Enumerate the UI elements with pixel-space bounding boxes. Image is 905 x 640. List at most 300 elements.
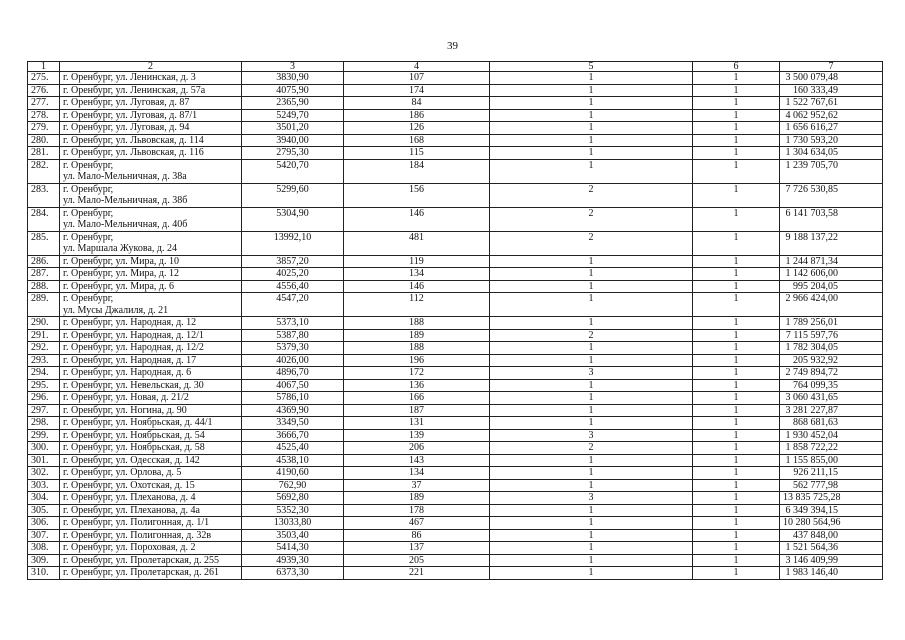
cost-cell: 764 099,35 xyxy=(780,379,883,392)
address-line: г. Оренбург, ул. Плеханова, д. 4а xyxy=(63,504,200,516)
area-cell: 4190,60 xyxy=(242,467,344,480)
residents-cell: 189 xyxy=(344,492,490,505)
floors-cell: 1 xyxy=(490,109,693,122)
row-number: 301. xyxy=(28,454,60,467)
table-row xyxy=(28,268,883,281)
area-cell: 4556,40 xyxy=(242,280,344,293)
entrances-cell: 1 xyxy=(693,517,780,530)
entrances-cell: 1 xyxy=(693,122,780,135)
floors-cell: 1 xyxy=(490,467,693,480)
address-cell xyxy=(60,134,242,147)
area-cell: 4067,50 xyxy=(242,379,344,392)
table-row xyxy=(28,454,883,467)
address-line: г. Оренбург, ул. Полигонная, д. 32в xyxy=(63,529,212,541)
floors-cell: 2 xyxy=(490,231,693,255)
entrances-cell: 1 xyxy=(693,159,780,183)
row-number: 306. xyxy=(28,517,60,530)
table-row xyxy=(28,329,883,342)
cost-cell: 1 858 722,22 xyxy=(780,442,883,455)
table-row xyxy=(28,317,883,330)
residents-cell: 174 xyxy=(344,84,490,97)
area-cell: 13033,80 xyxy=(242,517,344,530)
cost-cell: 1 522 767,61 xyxy=(780,97,883,110)
floors-cell: 1 xyxy=(490,529,693,542)
row-number: 291. xyxy=(28,329,60,342)
entrances-cell: 1 xyxy=(693,554,780,567)
entrances-cell: 1 xyxy=(693,392,780,405)
area-cell: 5304,90 xyxy=(242,207,344,231)
table-row xyxy=(28,554,883,567)
address-cell xyxy=(60,354,242,367)
floors-cell: 1 xyxy=(490,147,693,160)
residents-cell: 188 xyxy=(344,342,490,355)
row-number: 304. xyxy=(28,492,60,505)
residents-cell: 168 xyxy=(344,134,490,147)
address-line: г. Оренбург, ул. Невельская, д. 30 xyxy=(63,379,204,391)
residents-cell: 146 xyxy=(344,207,490,231)
address-line: г. Оренбург, ул. Пролетарская, д. 261 xyxy=(63,567,219,578)
cost-cell: 1 782 304,05 xyxy=(780,342,883,355)
cost-cell: 9 188 137,22 xyxy=(780,231,883,255)
cost-cell: 3 060 431,65 xyxy=(780,392,883,405)
row-number: 277. xyxy=(28,97,60,110)
column-header: 6 xyxy=(693,62,780,72)
table-row xyxy=(28,467,883,480)
row-number: 281. xyxy=(28,147,60,160)
address-cell xyxy=(60,268,242,281)
cost-cell: 205 932,92 xyxy=(780,354,883,367)
row-number: 275. xyxy=(28,72,60,85)
area-cell: 3830,90 xyxy=(242,72,344,85)
row-number: 309. xyxy=(28,554,60,567)
floors-cell: 1 xyxy=(490,97,693,110)
row-number: 296. xyxy=(28,392,60,405)
address-cell xyxy=(60,207,242,231)
entrances-cell: 1 xyxy=(693,442,780,455)
row-number: 310. xyxy=(28,567,60,580)
entrances-cell: 1 xyxy=(693,354,780,367)
address-cell xyxy=(60,97,242,110)
floors-cell: 1 xyxy=(490,122,693,135)
cost-cell: 1 521 564,36 xyxy=(780,542,883,555)
entrances-cell: 1 xyxy=(693,567,780,580)
row-number: 283. xyxy=(28,183,60,207)
floors-cell: 1 xyxy=(490,517,693,530)
address-line: г. Оренбург, ул. Мира, д. 10 xyxy=(63,255,179,267)
area-cell: 4026,00 xyxy=(242,354,344,367)
cost-cell: 3 281 227,87 xyxy=(780,404,883,417)
area-cell: 4547,20 xyxy=(242,293,344,317)
table-row xyxy=(28,517,883,530)
table-row xyxy=(28,342,883,355)
table-row xyxy=(28,392,883,405)
cost-cell: 1 244 871,34 xyxy=(780,255,883,268)
cost-cell: 1 930 452,04 xyxy=(780,429,883,442)
residents-cell: 134 xyxy=(344,467,490,480)
entrances-cell: 1 xyxy=(693,72,780,85)
residents-cell: 37 xyxy=(344,479,490,492)
address-cell xyxy=(60,342,242,355)
address-line: г. Оренбург, ул. Народная, д. 12/1 xyxy=(63,329,204,341)
address-cell xyxy=(60,255,242,268)
table-row xyxy=(28,492,883,505)
residents-cell: 126 xyxy=(344,122,490,135)
area-cell: 3666,70 xyxy=(242,429,344,442)
cost-cell: 13 835 725,28 xyxy=(780,492,883,505)
address-line: г. Оренбург, ул. Пороховая, д. 2 xyxy=(63,542,196,553)
area-cell: 2795,30 xyxy=(242,147,344,160)
cost-cell: 995 204,05 xyxy=(780,280,883,293)
address-cell xyxy=(60,84,242,97)
area-cell: 6373,30 xyxy=(242,567,344,580)
residents-cell: 156 xyxy=(344,183,490,207)
cost-cell: 1 789 256,01 xyxy=(780,317,883,330)
area-cell: 5387,80 xyxy=(242,329,344,342)
table-row xyxy=(28,147,883,160)
table-row xyxy=(28,293,883,317)
cost-cell: 1 155 855,00 xyxy=(780,454,883,467)
entrances-cell: 1 xyxy=(693,293,780,317)
floors-cell: 1 xyxy=(490,354,693,367)
residents-cell: 131 xyxy=(344,417,490,430)
cost-cell: 437 848,00 xyxy=(780,529,883,542)
residents-cell: 206 xyxy=(344,442,490,455)
area-cell: 4538,10 xyxy=(242,454,344,467)
address-cell xyxy=(60,109,242,122)
table-row xyxy=(28,231,883,255)
cost-cell: 10 280 564,96 xyxy=(780,517,883,530)
cost-cell: 868 681,63 xyxy=(780,417,883,430)
cost-cell: 3 500 079,48 xyxy=(780,72,883,85)
row-number: 282. xyxy=(28,159,60,183)
table-row xyxy=(28,479,883,492)
row-number: 305. xyxy=(28,504,60,517)
address-cell xyxy=(60,429,242,442)
address-line: г. Оренбург, ул. Ноябрьская, д. 44/1 xyxy=(63,417,213,428)
row-number: 295. xyxy=(28,379,60,392)
floors-cell: 1 xyxy=(490,342,693,355)
entrances-cell: 1 xyxy=(693,379,780,392)
column-header-row xyxy=(28,62,883,72)
table-row xyxy=(28,504,883,517)
table-row xyxy=(28,442,883,455)
column-header: 5 xyxy=(490,62,693,72)
row-number: 293. xyxy=(28,354,60,367)
cost-cell: 1 239 705,70 xyxy=(780,159,883,183)
residents-cell: 86 xyxy=(344,529,490,542)
entrances-cell: 1 xyxy=(693,542,780,555)
address-line: г. Оренбург, ул. Полигонная, д. 1/1 xyxy=(63,517,210,528)
area-cell: 5299,60 xyxy=(242,183,344,207)
cost-cell: 2 966 424,00 xyxy=(780,293,883,317)
residents-cell: 187 xyxy=(344,404,490,417)
cost-cell: 2 749 894,72 xyxy=(780,367,883,380)
address-line: г. Оренбург, ул. Пролетарская, д. 255 xyxy=(63,554,219,566)
area-cell: 3857,20 xyxy=(242,255,344,268)
row-number: 298. xyxy=(28,417,60,430)
area-cell: 3501,20 xyxy=(242,122,344,135)
address-cell xyxy=(60,404,242,417)
housing-register-table xyxy=(27,61,883,580)
row-number: 284. xyxy=(28,207,60,231)
floors-cell: 2 xyxy=(490,442,693,455)
address-line: г. Оренбург, ул. Орлова, д. 5 xyxy=(63,467,182,478)
floors-cell: 2 xyxy=(490,183,693,207)
table-row xyxy=(28,567,883,580)
floors-cell: 1 xyxy=(490,159,693,183)
table-row xyxy=(28,429,883,442)
cost-cell: 562 777,98 xyxy=(780,479,883,492)
row-number: 279. xyxy=(28,122,60,135)
address-cell xyxy=(60,454,242,467)
table-row xyxy=(28,97,883,110)
row-number: 276. xyxy=(28,84,60,97)
floors-cell: 1 xyxy=(490,417,693,430)
floors-cell: 1 xyxy=(490,84,693,97)
entrances-cell: 1 xyxy=(693,268,780,281)
address-cell xyxy=(60,72,242,85)
residents-cell: 188 xyxy=(344,317,490,330)
entrances-cell: 1 xyxy=(693,255,780,268)
column-header: 3 xyxy=(242,62,344,72)
address-line: г. Оренбург, ул. Ноябрьская, д. 54 xyxy=(63,429,205,441)
entrances-cell: 1 xyxy=(693,97,780,110)
address-line: г. Оренбург, ул. Народная, д. 17 xyxy=(63,354,197,366)
table-row xyxy=(28,367,883,380)
table-row xyxy=(28,84,883,97)
floors-cell: 1 xyxy=(490,293,693,317)
residents-cell: 189 xyxy=(344,329,490,342)
residents-cell: 107 xyxy=(344,72,490,85)
address-line: г. Оренбург, ул. Ногина, д. 90 xyxy=(63,404,187,416)
row-number: 290. xyxy=(28,317,60,330)
entrances-cell: 1 xyxy=(693,404,780,417)
cost-cell: 926 211,15 xyxy=(780,467,883,480)
row-number: 285. xyxy=(28,231,60,255)
address-cell xyxy=(60,147,242,160)
floors-cell: 3 xyxy=(490,429,693,442)
table-row xyxy=(28,404,883,417)
address-cell xyxy=(60,504,242,517)
address-cell xyxy=(60,392,242,405)
floors-cell: 1 xyxy=(490,404,693,417)
row-number: 302. xyxy=(28,467,60,480)
residents-cell: 196 xyxy=(344,354,490,367)
area-cell: 4075,90 xyxy=(242,84,344,97)
floors-cell: 3 xyxy=(490,367,693,380)
address-line: г. Оренбург, xyxy=(63,183,114,195)
area-cell: 5352,30 xyxy=(242,504,344,517)
cost-cell: 1 983 146,40 xyxy=(780,567,883,580)
area-cell: 5249,70 xyxy=(242,109,344,122)
area-cell: 5692,80 xyxy=(242,492,344,505)
area-cell: 762,90 xyxy=(242,479,344,492)
row-number: 299. xyxy=(28,429,60,442)
address-cell xyxy=(60,517,242,530)
address-line: г. Оренбург, ул. Одесская, д. 142 xyxy=(63,454,200,466)
address-line: г. Оренбург, ул. Львовская, д. 116 xyxy=(63,147,204,158)
floors-cell: 1 xyxy=(490,268,693,281)
area-cell: 4369,90 xyxy=(242,404,344,417)
entrances-cell: 1 xyxy=(693,231,780,255)
row-number: 300. xyxy=(28,442,60,455)
entrances-cell: 1 xyxy=(693,183,780,207)
row-number: 288. xyxy=(28,280,60,293)
cost-cell: 7 726 530,85 xyxy=(780,183,883,207)
address-line: г. Оренбург, ул. Народная, д. 12/2 xyxy=(63,342,204,353)
address-line: г. Оренбург, ул. Народная, д. 12 xyxy=(63,317,197,328)
address-cell xyxy=(60,379,242,392)
residents-cell: 172 xyxy=(344,367,490,380)
table-row xyxy=(28,542,883,555)
row-number: 286. xyxy=(28,255,60,268)
table-row xyxy=(28,417,883,430)
area-cell: 5414,30 xyxy=(242,542,344,555)
floors-cell: 1 xyxy=(490,72,693,85)
address-line: ул. Мусы Джалиля, д. 21 xyxy=(63,304,169,316)
row-number: 307. xyxy=(28,529,60,542)
table-row xyxy=(28,72,883,85)
address-line: ул. Мало-Мельничная, д. 38б xyxy=(63,195,188,206)
cost-cell: 160 333,49 xyxy=(780,84,883,97)
address-cell xyxy=(60,542,242,555)
residents-cell: 136 xyxy=(344,379,490,392)
residents-cell: 481 xyxy=(344,231,490,255)
table-row xyxy=(28,159,883,183)
entrances-cell: 1 xyxy=(693,479,780,492)
entrances-cell: 1 xyxy=(693,329,780,342)
floors-cell: 1 xyxy=(490,134,693,147)
address-line: г. Оренбург, ул. Мира, д. 6 xyxy=(63,280,174,292)
address-line: г. Оренбург, xyxy=(63,159,114,171)
entrances-cell: 1 xyxy=(693,134,780,147)
cost-cell: 1 656 616,27 xyxy=(780,122,883,135)
residents-cell: 137 xyxy=(344,542,490,555)
residents-cell: 184 xyxy=(344,159,490,183)
address-cell xyxy=(60,183,242,207)
table-row xyxy=(28,529,883,542)
entrances-cell: 1 xyxy=(693,84,780,97)
floors-cell: 1 xyxy=(490,567,693,580)
table-row xyxy=(28,207,883,231)
area-cell: 13992,10 xyxy=(242,231,344,255)
residents-cell: 146 xyxy=(344,280,490,293)
address-cell xyxy=(60,280,242,293)
floors-cell: 1 xyxy=(490,317,693,330)
address-cell xyxy=(60,529,242,542)
table-row xyxy=(28,280,883,293)
address-cell xyxy=(60,122,242,135)
residents-cell: 186 xyxy=(344,109,490,122)
address-line: г. Оренбург, ул. Луговая, д. 87 xyxy=(63,97,190,108)
area-cell: 3940,00 xyxy=(242,134,344,147)
floors-cell: 1 xyxy=(490,542,693,555)
cost-cell: 6 141 703,58 xyxy=(780,207,883,231)
address-line: г. Оренбург, ул. Охотская, д. 15 xyxy=(63,479,195,491)
residents-cell: 178 xyxy=(344,504,490,517)
area-cell: 3503,40 xyxy=(242,529,344,542)
row-number: 294. xyxy=(28,367,60,380)
area-cell: 5379,30 xyxy=(242,342,344,355)
row-number: 289. xyxy=(28,293,60,317)
area-cell: 5373,10 xyxy=(242,317,344,330)
entrances-cell: 1 xyxy=(693,280,780,293)
residents-cell: 84 xyxy=(344,97,490,110)
row-number: 297. xyxy=(28,404,60,417)
floors-cell: 1 xyxy=(490,379,693,392)
entrances-cell: 1 xyxy=(693,492,780,505)
residents-cell: 119 xyxy=(344,255,490,268)
address-line: г. Оренбург, xyxy=(63,293,114,304)
address-line: г. Оренбург, ул. Плеханова, д. 4 xyxy=(63,492,196,503)
address-line: г. Оренбург, ул. Мира, д. 12 xyxy=(63,268,179,279)
cost-cell: 7 115 597,76 xyxy=(780,329,883,342)
address-line: г. Оренбург, ул. Луговая, д. 87/1 xyxy=(63,109,198,121)
area-cell: 5420,70 xyxy=(242,159,344,183)
address-line: ул. Маршала Жукова, д. 24 xyxy=(63,243,177,254)
address-line: г. Оренбург, ул. Луговая, д. 94 xyxy=(63,122,190,133)
table-row xyxy=(28,255,883,268)
address-cell xyxy=(60,479,242,492)
area-cell: 4525,40 xyxy=(242,442,344,455)
area-cell: 4939,30 xyxy=(242,554,344,567)
address-line: г. Оренбург, ул. Ленинская, д. 57а xyxy=(63,84,206,96)
address-line: г. Оренбург, xyxy=(63,231,114,243)
address-cell xyxy=(60,231,242,255)
residents-cell: 112 xyxy=(344,293,490,317)
row-number: 287. xyxy=(28,268,60,281)
entrances-cell: 1 xyxy=(693,109,780,122)
area-cell: 5786,10 xyxy=(242,392,344,405)
row-number: 308. xyxy=(28,542,60,555)
address-line: г. Оренбург, ул. Народная, д. 6 xyxy=(63,367,192,378)
row-number: 278. xyxy=(28,109,60,122)
address-line: г. Оренбург, xyxy=(63,207,114,219)
entrances-cell: 1 xyxy=(693,454,780,467)
floors-cell: 1 xyxy=(490,280,693,293)
area-cell: 2365,90 xyxy=(242,97,344,110)
address-cell xyxy=(60,442,242,455)
cost-cell: 3 146 409,99 xyxy=(780,554,883,567)
address-line: ул. Мало-Мельничная, д. 38а xyxy=(63,171,187,182)
address-line: г. Оренбург, ул. Новая, д. 21/2 xyxy=(63,392,189,403)
address-line: ул. Мало-Мельничная, д. 40б xyxy=(63,219,188,230)
entrances-cell: 1 xyxy=(693,367,780,380)
row-number: 303. xyxy=(28,479,60,492)
residents-cell: 143 xyxy=(344,454,490,467)
residents-cell: 134 xyxy=(344,268,490,281)
table-row xyxy=(28,379,883,392)
cost-cell: 4 062 952,62 xyxy=(780,109,883,122)
table-row xyxy=(28,109,883,122)
floors-cell: 1 xyxy=(490,554,693,567)
table-row xyxy=(28,183,883,207)
entrances-cell: 1 xyxy=(693,342,780,355)
address-cell xyxy=(60,567,242,580)
address-cell xyxy=(60,467,242,480)
area-cell: 4896,70 xyxy=(242,367,344,380)
residents-cell: 139 xyxy=(344,429,490,442)
floors-cell: 1 xyxy=(490,392,693,405)
column-header: 7 xyxy=(780,62,883,72)
address-cell xyxy=(60,317,242,330)
row-number: 292. xyxy=(28,342,60,355)
residents-cell: 115 xyxy=(344,147,490,160)
floors-cell: 2 xyxy=(490,207,693,231)
entrances-cell: 1 xyxy=(693,207,780,231)
column-header: 1 xyxy=(28,62,60,72)
floors-cell: 1 xyxy=(490,255,693,268)
